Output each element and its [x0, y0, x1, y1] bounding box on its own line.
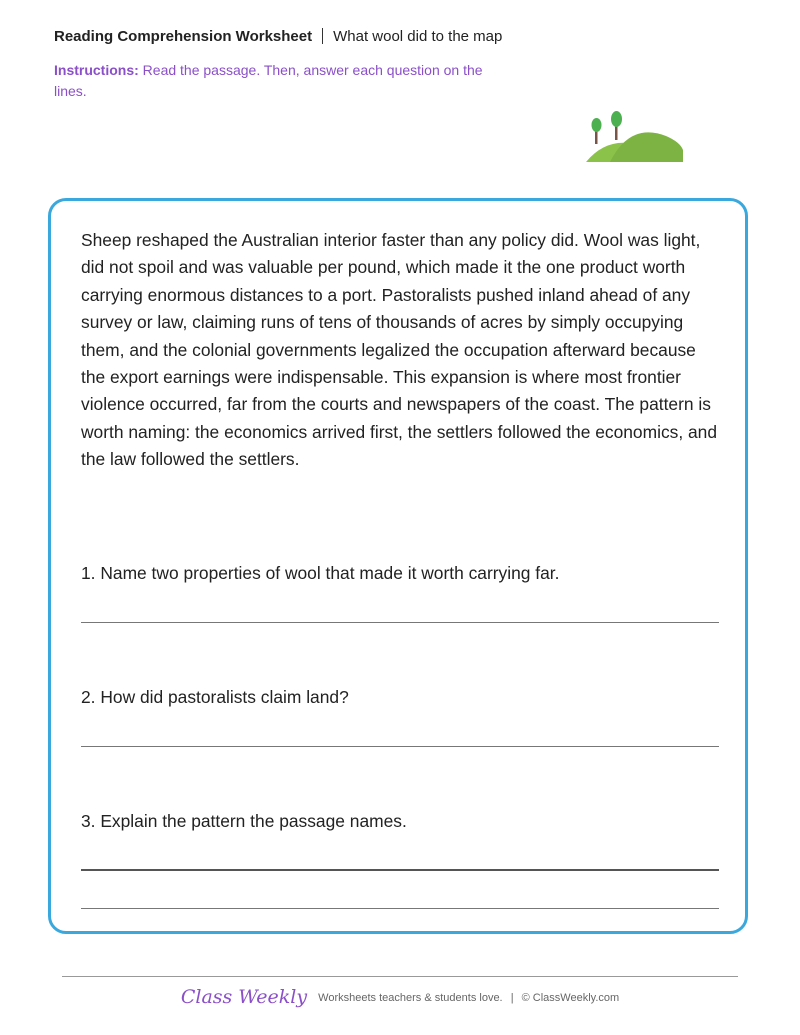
answer-line-1[interactable]	[81, 622, 719, 623]
answer-line-2[interactable]	[81, 746, 719, 747]
question-2: 2. How did pastoralists claim land?	[81, 687, 349, 707]
hill-trees-icon	[586, 110, 686, 166]
reading-passage: Sheep reshaped the Australian interior faster than any policy did. Wool was light, did not spoil and was valuable per pound, which made it the one product worth carrying enormous distances to a port. Pastoralists pushed inland ahead of any survey or law, claiming runs of tens of thousands of acres by simply occupying them, and the colonial governments legalized the occupation afterward because the export earnings were indispensable. This expansion is where most frontier violence occurred, far from the courts and newspapers of the coast. The pattern is worth naming: the economics arrived first, the settlers followed the economics, and the law followed the settlers.	[81, 230, 718, 470]
answer-line-3a[interactable]	[81, 869, 719, 871]
footer-divider	[62, 976, 738, 977]
footer-tagline: Worksheets teachers & students love.	[318, 992, 503, 1004]
header-divider	[322, 28, 323, 44]
instructions	[54, 60, 514, 102]
question-3: 3. Explain the pattern the passage names.	[81, 811, 407, 831]
worksheet-subtitle: What wool did to the map	[333, 28, 503, 45]
answer-line-3b[interactable]	[81, 908, 719, 909]
instructions-text: Read the passage. Then, answer each question on the lines.	[54, 62, 483, 99]
footer-separator: |	[510, 992, 514, 1004]
footer-copyright: © ClassWeekly.com	[521, 992, 620, 1004]
worksheet-title: Reading Comprehension Worksheet	[54, 28, 313, 45]
instructions-label: Instructions:	[54, 62, 139, 78]
footer	[0, 986, 800, 1008]
brand-logo: Class Weekly	[180, 986, 308, 1008]
question-1: 1. Name two properties of wool that made it worth carrying far.	[81, 563, 560, 583]
worksheet-header	[54, 28, 502, 45]
